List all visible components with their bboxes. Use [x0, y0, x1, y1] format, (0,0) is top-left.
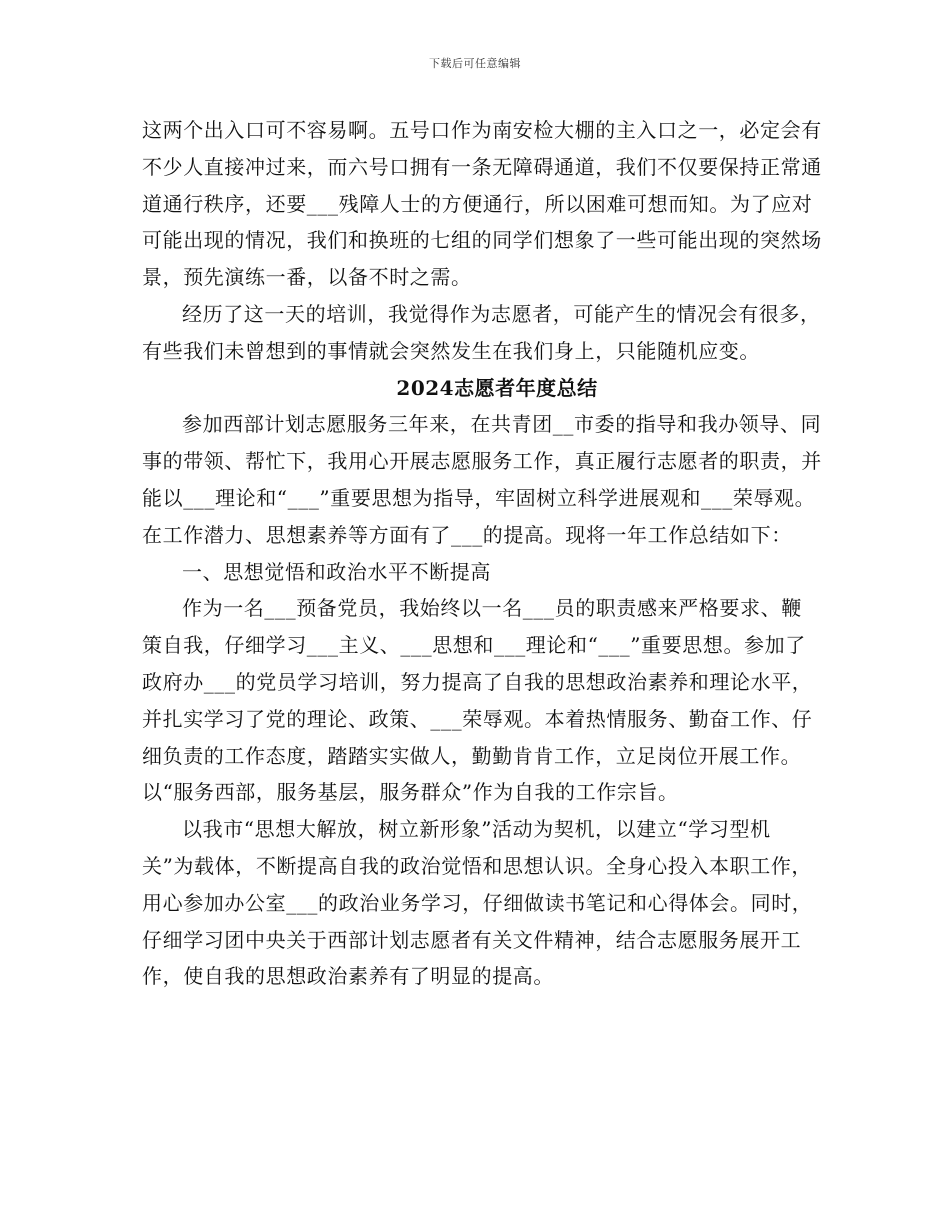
paragraph-intro: 参加西部计划志愿服务三年来，在共青团__市委的指导和我办领导、同事的带领、帮忙下，我用心开展志愿服务工作，真正履行志愿者的职责，并能以___理论和“___”重要思想为指导，牢固树立科学进展观和___荣辱观。在工作潜力、思想素养等方面有了___的提高。现将一年工作总结如下： — [142, 412, 822, 547]
paragraph-prev-1: 这两个出入口可不容易啊。五号口作为南安检大棚的主入口之一，必定会有不少人直接冲过来，而六号口拥有一条无障碍通道，我们不仅要保持正常通道通行秩序，还要___残障人士的方便通行，所以困难可想而知。为了应对可能出现的情况，我们和换班的七组的同学们想象了一些可能出现的突然场景，预先演练一番，以备不时之需。 — [142, 118, 822, 290]
header-note: 下载后可任意编辑 — [429, 57, 521, 70]
paragraph-1: 作为一名___预备党员，我始终以一名___员的职责感来严格要求、鞭策自我，仔细学习___主义、___思想和___理论和“___”重要思想。参加了政府办___的党员学习培训，努力提高了自我的思想政治素养和理论水平，并扎实学习了党的理论、政策、___荣辱观。本着热情服务、勤奋工作、仔细负责的工作态度，踏踏实实做人，勤勤肯肯工作，立足岗位开展工作。以“服务西部，服务基层，服务群众”作为自我的工作宗旨。 — [142, 596, 813, 805]
paragraph-2: 以我市“思想大解放，树立新形象”活动为契机，以建立“学习型机关”为载体，不断提高自我的政治觉悟和思想认识。全身心投入本职工作，用心参加办公室___的政治业务学习，仔细做读书笔记和心得体会。同时，仔细学习团中央关于西部计划志愿者有关文件精神，结合志愿服务展开工作，使自我的思想政治素养有了明显的提高。 — [142, 817, 813, 989]
section-heading-1: 一、思想觉悟和政治水平不断提高 — [182, 559, 491, 584]
paragraph-prev-2: 经历了这一天的培训，我觉得作为志愿者，可能产生的情况会有很多，有些我们未曾想到的事情就会突然发生在我们身上，只能随机应变。 — [142, 301, 821, 363]
section-title: 2024志愿者年度总结 — [396, 375, 598, 400]
document-body — [142, 112, 822, 995]
